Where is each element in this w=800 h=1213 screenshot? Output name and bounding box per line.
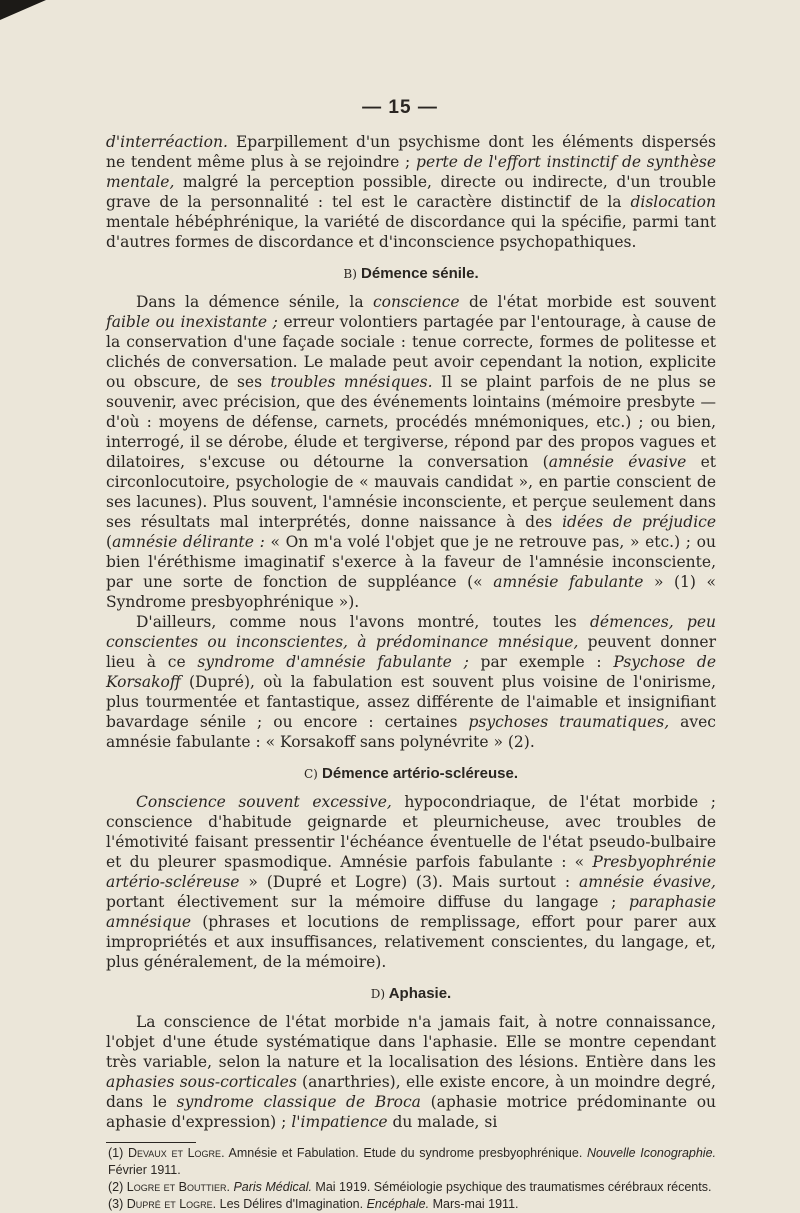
scan-corner-mark xyxy=(0,0,46,20)
heading-demence-senile: B) Démence sénile. xyxy=(343,265,479,282)
heading-aphasie: D) Aphasie. xyxy=(370,985,452,1002)
page-body xyxy=(106,96,716,1213)
footnote-3: (3) Dupré et Logre. Les Délires d'Imagination. Encéphale. Mars-mai 1911. xyxy=(108,1197,519,1211)
footnote-2: (2) Logre et Bouttier. Paris Médical. Mai 1919. Séméiologie psychique des traumatismes cérébraux récents. xyxy=(108,1180,712,1194)
paragraph-hebephrenia: d'interréaction. Eparpillement d'un psychisme dont les éléments dispersés ne tendent même plus à se rejoindre ; perte de l'effort instinctif de synthèse mentale, malgré la perception possible, directe ou indirecte, d'un trouble grave de la personnalité : tel est le caractère distinctif de la dislocation mentale hébéphrénique, la variété de discordance qui la spécifie, parmi tant d'autres formes de discordance et d'inconscience psychopathiques. xyxy=(106,133,717,251)
paragraph-demence-senile: Dans la démence sénile, la conscience de l'état morbide est souvent faible ou inexistante ; erreur volontiers partagée par l'entourage, à cause de la conservation d'une façade sociale : tenue correcte, formes de politesse et clichés de conversation. Le malade peut avoir cependant la notion, explicite ou obscure, de ses troubles mnésiques. Il se plaint parfois de ne plus se souvenir, avec précision, que des événements lointains (mémoire presbyte — d'où : moyens de défense, carnets, procédés mnémoniques, etc.) ; ou bien, interrogé, il se dérobe, élude et tergiverse, répond par des propos vagues et dilatoires, s'excuse ou détourne la conversation (amnésie évasive et circonlocutoire, psychologie de « mauvais candidat », en partie conscient de ses lacunes). Plus souvent, l'amnésie inconsciente, et perçue seulement dans ses résultats mal interprétés, donne naissance à des idées de préjudice (amnésie délirante : « On m'a volé l'objet que je ne retrouve pas, » etc.) ; ou bien l'éréthisme imaginatif s'exerce à la faveur de l'amnésie inconsciente, par une sorte de fonction de suppléance (« amnésie fabulante » (1) « Syndrome presbyophrénique »). xyxy=(106,293,717,611)
page-number: — 15 — xyxy=(362,97,438,118)
footnotes xyxy=(106,1145,716,1213)
heading-demence-arterio-sclereuse: C) Démence artério-scléreuse. xyxy=(304,765,518,782)
footnote-divider xyxy=(106,1142,196,1143)
footnote-1: (1) Devaux et Logre. Amnésie et Fabulation. Etude du syndrome presbyophrénique. Nouvelle Iconographie. Février 1911. xyxy=(108,1146,717,1177)
paragraph-aphasie: La conscience de l'état morbide n'a jamais fait, à notre connaissance, l'objet d'une étude systématique dans l'aphasie. Elle se montre cependant très variable, selon la nature et la localisation des lésions. Entière dans les aphasies sous-corticales (anarthries), elle existe encore, à un moindre degré, dans le syndrome classique de Broca (aphasie motrice prédominante ou aphasie d'expression) ; l'impatience du malade, si xyxy=(106,1013,717,1131)
paragraph-amnesie-fabulante: D'ailleurs, comme nous l'avons montré, toutes les démences, peu conscientes ou inconscientes, à prédominance mnésique, peuvent donner lieu à ce syndrome d'amnésie fabulante ; par exemple : Psychose de Korsakoff (Dupré), où la fabulation est souvent plus voisine de l'onirisme, plus tourmentée et fantastique, assez différente de l'aimable et insignifiant bavardage sénile ; ou encore : certaines psychoses traumatiques, avec amnésie fabulante : « Korsakoff sans polynévrite » (2). xyxy=(106,613,716,751)
paragraph-demence-arterio-sclereuse: Conscience souvent excessive, hypocondriaque, de l'état morbide ; conscience d'habitude geignarde et pleurnicheuse, avec troubles de l'émotivité faisant pressentir l'échéance éventuelle de l'état pseudo-bulbaire et du pleurer spasmodique. Amnésie parfois fabulante : « Presbyophrénie artério-scléreuse » (Dupré et Logre) (3). Mais surtout : amnésie évasive, portant électivement sur la mémoire diffuse du langage ; paraphasie amnésique (phrases et locutions de remplissage, effort pour parer aux impropriétés et aux insuffisances, relativement conscientes, du langage, et, plus généralement, de la mémoire). xyxy=(106,793,716,971)
